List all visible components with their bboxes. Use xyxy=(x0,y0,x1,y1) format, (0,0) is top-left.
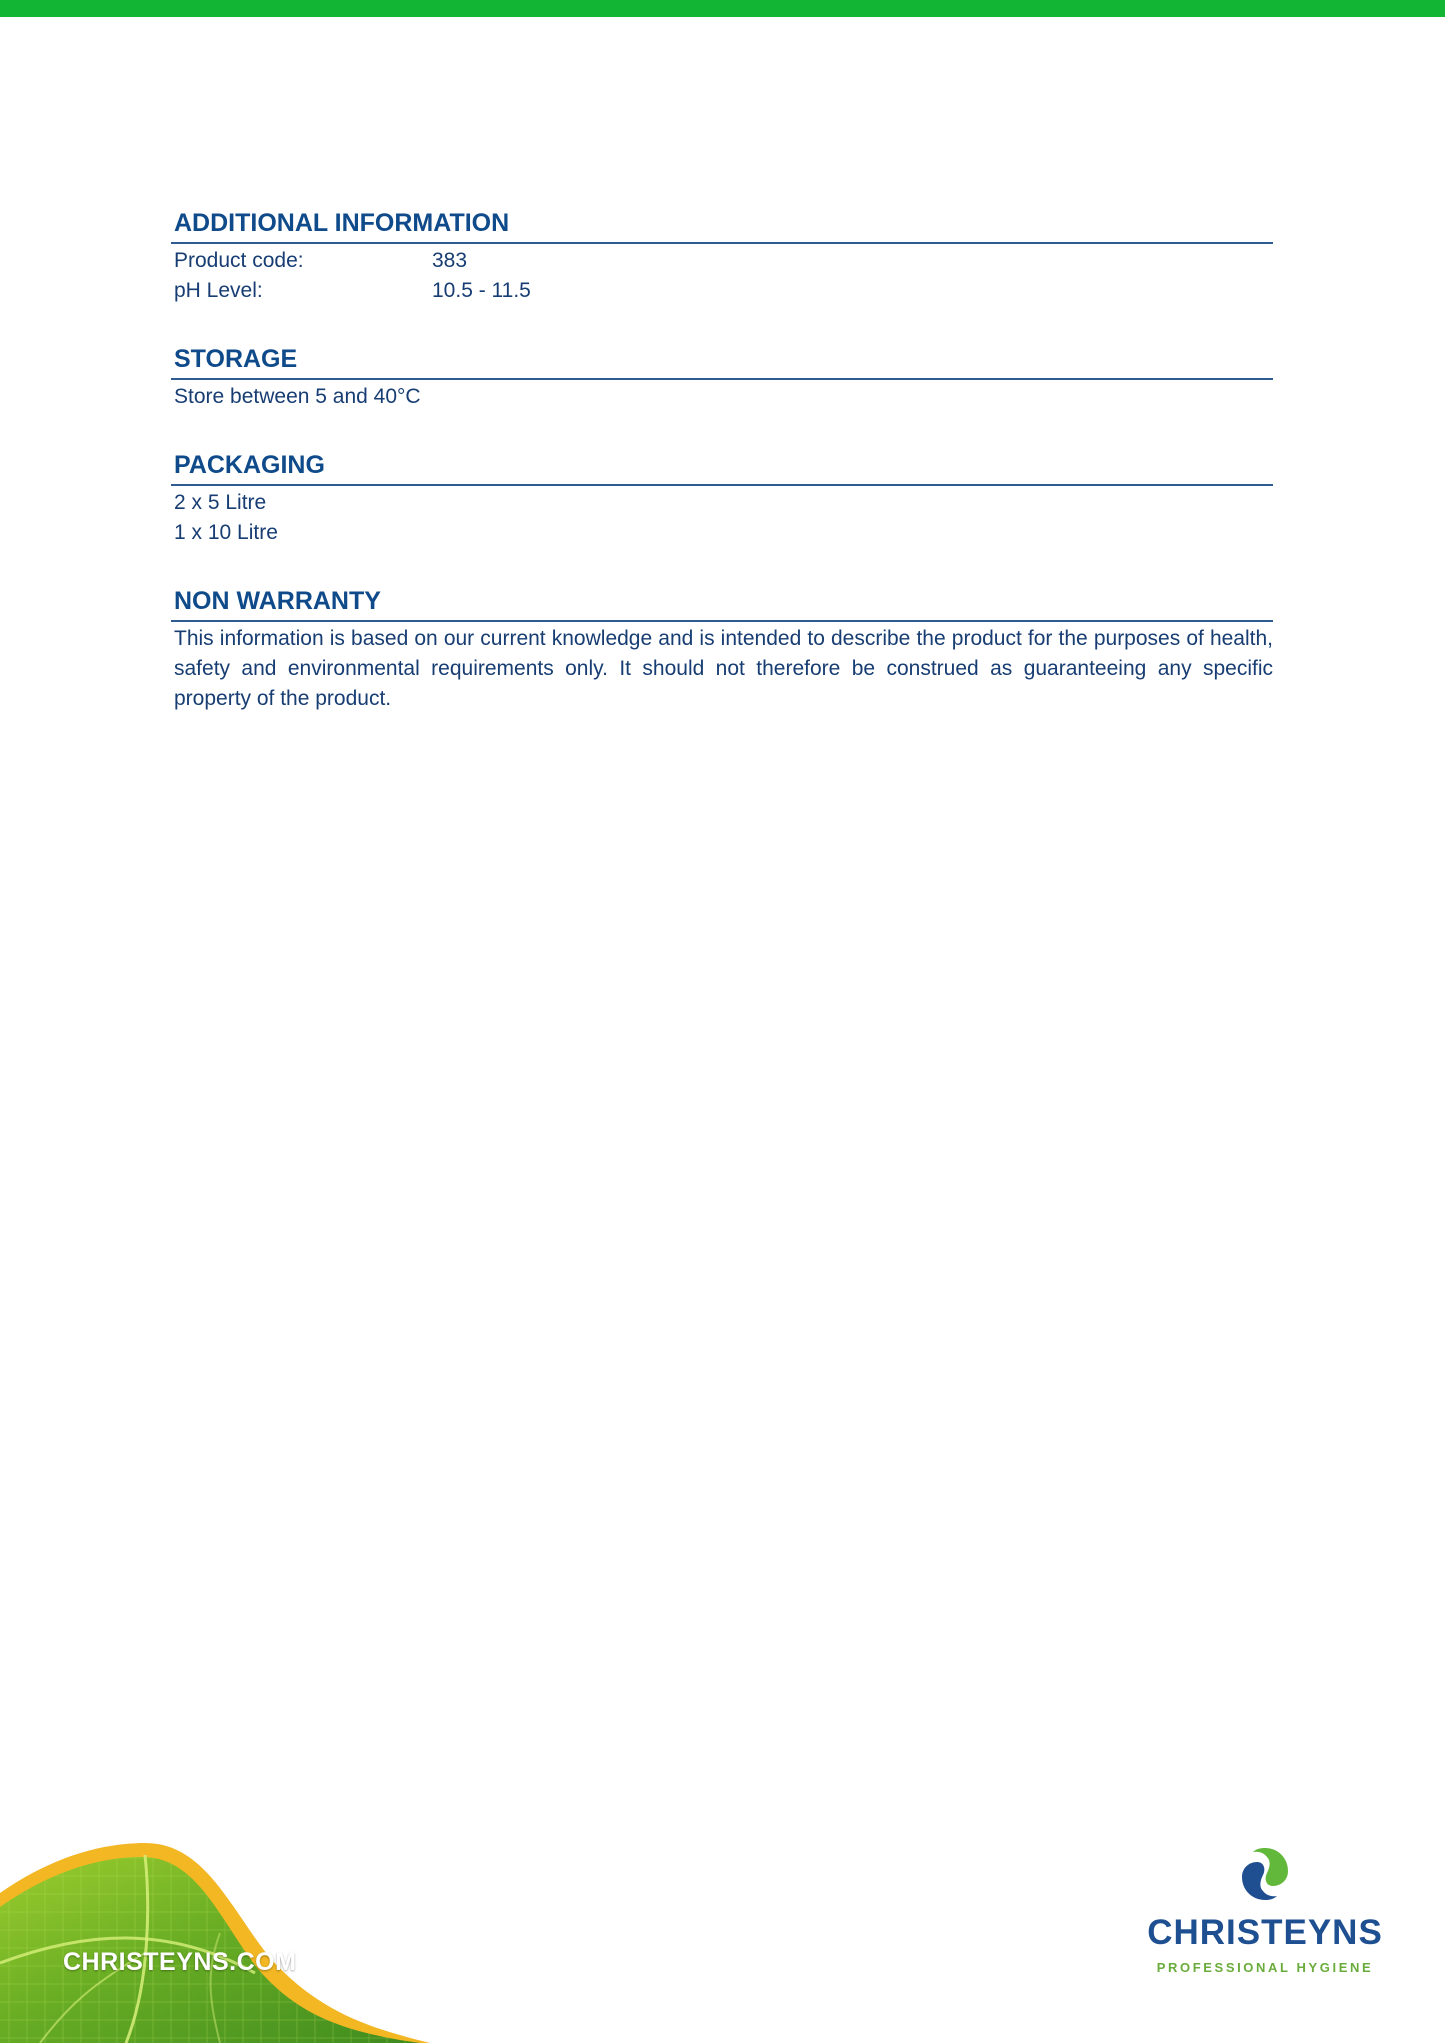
non-warranty-body xyxy=(171,622,1273,714)
product-code-value: 383 xyxy=(432,249,468,272)
additional-information-section xyxy=(171,206,1273,306)
non-warranty-section xyxy=(171,584,1273,714)
non-warranty-text: This information is based on our current knowledge and is intended to describe the product for the purposes of health, safety and environmental requirements only. It should not therefore be construed as guaranteeing any specific property of the product. xyxy=(174,627,1273,710)
christeyns-brand-logo xyxy=(1135,1845,1395,1975)
storage-line: Store between 5 and 40°C xyxy=(174,385,421,408)
brand-tagline: PROFESSIONAL HYGIENE xyxy=(1156,1960,1374,1975)
brand-name: CHRISTEYNS xyxy=(1147,1913,1383,1952)
packaging-line-10l: 1 x 10 Litre xyxy=(174,521,278,544)
packaging-body xyxy=(171,486,1273,548)
christeyns-site-url: CHRISTEYNS.COM xyxy=(63,1948,297,1976)
green-leaf-image xyxy=(0,1813,440,2043)
ph-level-label: pH Level: xyxy=(174,279,263,302)
additional-information-heading: ADDITIONAL INFORMATION xyxy=(171,206,1273,244)
packaging-line-5l: 2 x 5 Litre xyxy=(174,491,267,514)
storage-section xyxy=(171,342,1273,412)
packaging-heading: PACKAGING xyxy=(171,448,1273,486)
ph-level-value: 10.5 - 11.5 xyxy=(432,279,531,302)
packaging-section xyxy=(171,448,1273,548)
ph-level-row xyxy=(174,276,1273,306)
storage-heading: STORAGE xyxy=(171,342,1273,380)
christeyns-swirl-logo-icon xyxy=(1236,1845,1294,1903)
storage-body xyxy=(171,380,1273,412)
product-code-row xyxy=(174,246,1273,276)
product-code-label: Product code: xyxy=(174,249,304,272)
non-warranty-heading: NON WARRANTY xyxy=(171,584,1273,622)
additional-information-body xyxy=(171,244,1273,306)
document-content xyxy=(171,206,1273,750)
top-accent-bar xyxy=(0,0,1445,17)
